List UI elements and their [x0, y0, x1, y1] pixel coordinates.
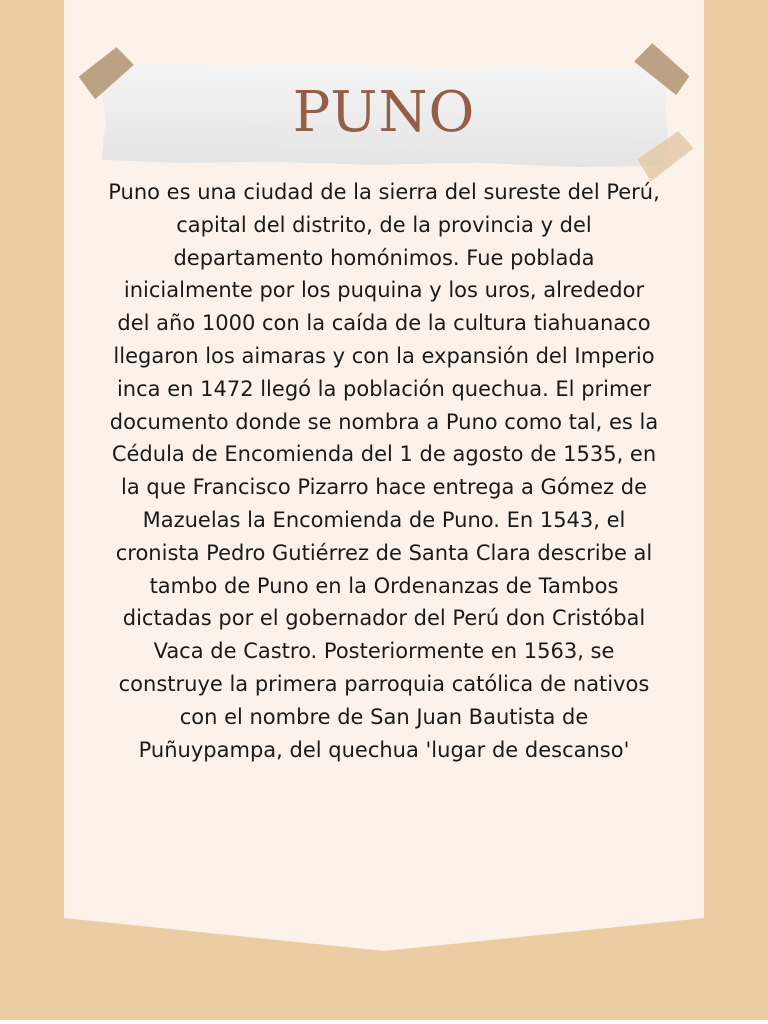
page-title: PUNO [292, 80, 476, 145]
body-paragraph: Puno es una ciudad de la sierra del sureste del Perú, capital del distrito, de la provincia y del departamento homónimos. Fue poblada inicialmente por los puquina y los uros, alrededor del año 1000 con la caída de la cultura tiahuanaco llegaron los aimaras y con la expansión del Imperio inca en 1472 llegó la población quechua. El primer documento donde se nombra a Puno como tal, es la Cédula de Encomienda del 1 de agosto de 1535, en la que Francisco Pizarro hace entrega a Gómez de Mazuelas la Encomienda de Puno. En 1543, el cronista Pedro Gutiérrez de Santa Clara describe al tambo de Puno en la Ordenanzas de Tambos dictadas por el gobernador del Perú don Cristóbal Vaca de Castro. Posteriormente en 1563, se construye la primera parroquia católica de nativos con el nombre de San Juan Bautista de Puñuypampa, del quechua 'lugar de descanso' [108, 180, 660, 762]
bottom-strip [0, 1020, 768, 1024]
